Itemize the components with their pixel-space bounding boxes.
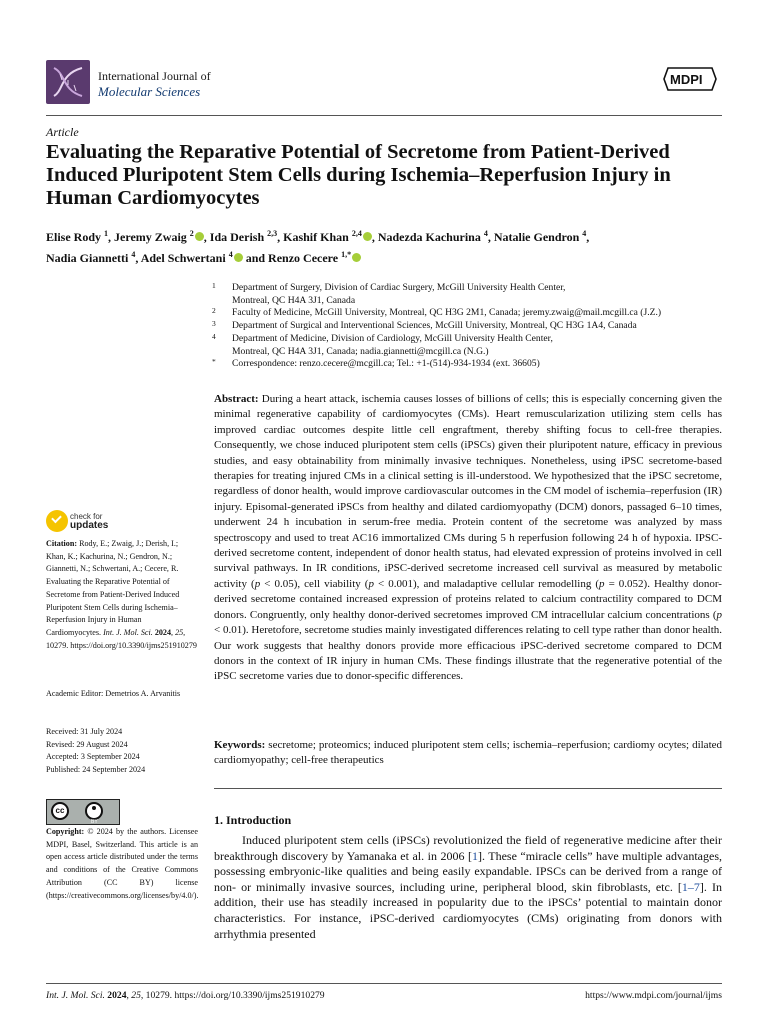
check-line1: check for [70, 512, 103, 521]
author-name: Kashif Khan [283, 230, 352, 244]
orcid-icon[interactable] [352, 253, 361, 262]
footer-citation: Int. J. Mol. Sci. 2024, 25, 10279. https://doi.org/10.3390/ijms251910279 [46, 990, 325, 1001]
author-affiliation-sup: 1,* [341, 250, 352, 259]
journal-logo [46, 60, 90, 104]
date-published: Published: 24 September 2024 [46, 765, 146, 775]
intro-sentence-2: ]. These “miracle cells” have multiple advantages, possessing embryonic-like qualities and being easily expandable. IPSCs can be derived from a range of non- or minimally invasive sources, including urine, peripheral blood, skin fibroblasts, etc. [ [214, 848, 722, 894]
author-name: Adel Schwertani [140, 251, 229, 265]
citation-year: 2024 [154, 627, 172, 637]
affiliation-number: 4 [212, 331, 216, 341]
check-icon [46, 510, 68, 532]
date-accepted: Accepted: 3 September 2024 [46, 752, 140, 762]
section-heading: 1. Introduction [214, 813, 292, 827]
affiliation-number: 2 [212, 306, 216, 316]
author-list [46, 225, 736, 267]
affiliation-number: 1 [212, 281, 216, 290]
abstract [214, 392, 722, 685]
cc-by-label: BY [91, 819, 98, 825]
cc-icon: cc [51, 802, 69, 820]
affiliation-text: Correspondence: renzo.cecere@mcgill.ca; Tel.: +1-(514)-934-1934 (ext. 36605) [232, 358, 540, 370]
author-affiliation-sup: 4 [131, 250, 136, 259]
footer-journal: Int. J. Mol. Sci. [46, 990, 105, 1001]
date-revised: Revised: 29 August 2024 [46, 739, 128, 749]
orcid-icon[interactable] [363, 232, 372, 241]
affiliation-item [212, 307, 732, 320]
author-affiliation-sup: 2 [189, 229, 194, 238]
affiliations [212, 282, 732, 371]
affiliation-item [212, 320, 732, 333]
affiliation-text: Department of Medicine, Division of Cardiology, McGill University Health Center, [232, 332, 553, 344]
author-name: Ida Derish [209, 230, 268, 244]
author-separator: , [108, 230, 115, 244]
copyright-label: Copyright: [46, 827, 85, 836]
author-name: Natalie Gendron [493, 230, 583, 244]
author-separator: , [135, 251, 141, 265]
article-type: Article [46, 125, 79, 139]
citation-text: Rody, E.; Zwaig, J.; Derish, I.; Khan, K.; Kachurina, N.; Gendron, N.; Giannetti, N.; Schwertani, A.; Cecere, R. Evaluating the Reparative Potential of Secretome from Patient-Derived Induced Pluripotent Stem Cells during Ischemia–Reperfusion Injury in Human Cardiomyocytes. [46, 539, 180, 637]
publication-dates [46, 726, 198, 777]
copyright-block [46, 826, 198, 902]
abstract-label: Abstract: [214, 393, 259, 405]
footer-doi[interactable]: , 10279. https://doi.org/10.3390/ijms251910279 [140, 990, 325, 1001]
intro-sentence-1: Induced pluripotent stem cells (iPSCs) revolutionized the field of regenerative medicine after their breakthrough discovery by Yamanaka et al. in 2006 [ [214, 833, 722, 863]
header-divider [46, 115, 722, 116]
journal-name [98, 69, 211, 99]
author-separator: , [586, 230, 590, 244]
citation-label: Citation: [46, 539, 78, 548]
author-separator: , [203, 230, 210, 244]
editor-name: Demetrios A. Arvanitis [105, 689, 181, 698]
author-name: Renzo Cecere [268, 251, 342, 265]
footer-year: 2024 [107, 990, 127, 1001]
affiliation-item [212, 358, 732, 371]
affiliation-number: 3 [212, 319, 216, 329]
reference-link[interactable]: 1 [471, 848, 478, 863]
affiliation-text-cont: Montreal, QC H4A 3J1, Canada [232, 294, 356, 306]
citation-block: Citation: Rody, E.; Zwaig, J.; Derish, I.; Khan, K.; Kachurina, N.; Gendron, N.; Giannetti, N.; Schwertani, A.; Cecere, R. Evaluating the Reparative Potential of Secretome from Patient-Derived Induced Pluripotent Stem Cells during Ischemia–Reperfusion Injury in Human Cardiomyocytes. Int. J. Mol. Sci. 2024, 25, 10279. https://doi.org/10.3390/ijms251910279 [46, 539, 197, 650]
author-affiliation-sup: 4 [228, 250, 233, 259]
journal-name-line1: International Journal of [98, 69, 211, 83]
academic-editor [46, 688, 198, 701]
citation-doi[interactable]: , 10279. https://doi.org/10.3390/ijms251910279 [46, 627, 197, 650]
editor-label: Academic Editor: [46, 689, 104, 698]
affiliation-number: * [212, 357, 216, 367]
affiliation-text-cont: Montreal, QC H4A 3J1, Canada; nadia.giannetti@mcgill.ca (N.G.) [232, 345, 489, 357]
check-line2: updates [70, 520, 109, 531]
author-affiliation-sup: 4 [582, 229, 587, 238]
attribution-person-icon [85, 802, 103, 820]
footer-volume: 25 [131, 990, 141, 1001]
affiliation-item [212, 282, 732, 307]
citation-journal: Int. J. Mol. Sci. [103, 627, 153, 637]
section-divider [214, 788, 722, 789]
cc-by-license-badge[interactable] [46, 799, 120, 825]
author-name: Nadezda Kachurina [377, 230, 484, 244]
abstract-text: During a heart attack, ischemia causes losses of billions of cells; this is especially concerning given the minimal regenerative capability of cardiomyocytes (CMs). Heart remuscularization utilizing stem cells has improved cardiac outcomes despite little cell engraftment, thereby shifting focus to cell-free therapies. Consequently, we chose induced pluripotent stem cells (iPSCs) given their pluripotent nature, efficacy in previous studies, and easy obtainability from minimally invasive techniques. Nonetheless, using iPSC secretome-based therapies for treating injured CMs in a clinical setting is ill-understood. We hypothesized that the iPSC secretome, regardless of donor health, would improve cardiovascular outcomes in the CM model of ischemia–reperfusion (IR) injury. Episomal-generated iPSCs from healthy and dilated cardiomyopathy (DCM) donors, passaged 6–10 times, underwent 24 h incubation in serum-free media. Protein content of the secretome was analyzed by mass spectroscopy and used to treat AC16 immortalized CMs during 5 h reperfusion following 24 h of hypoxia. IPSC-derived secretome content, independent of donor health status, had elevated expression of proteins involved in cell survival pathways. In IR conditions, iPSC-derived secretome increased cell survival as measured by metabolic activity (p < 0.05), cell viability (p < 0.001), and maladaptive cellular remodelling (p = 0.052). Healthy donor-derived secretome contained increased expression of proteins related to calcium contractility compared to DCM donors. Congruently, only healthy donor-derived secretomes improved CM intracellular calcium concentrations (p < 0.01). Heretofore, secretome studies mainly investigated differences relating to cell type rather than donor health. Our work suggests that healthy donors provide more efficacious iPSC-derived secretome compared to DCM donors in the context of IR injury in human CMs. These findings illustrate that the regenerative potential of the iPSC secretome varies due to donor-specific differences. [214, 393, 723, 683]
affiliation-text: Department of Surgical and Interventional Sciences, McGill University, Montreal, QC H3G 1A4, Canada [232, 320, 637, 332]
copyright-text: © 2024 by the authors. Licensee MDPI, Basel, Switzerland. This article is an open access article distributed under the terms and conditions of the Creative Commons Attribution (CC BY) license (https://creativecommons.org/licenses/by/4.0/). [46, 827, 199, 900]
check-for-updates-text [70, 512, 108, 530]
keywords [214, 738, 722, 769]
author-separator: , [487, 230, 494, 244]
keywords-label: Keywords: [214, 739, 266, 751]
author-affiliation-sup: 2,4 [351, 229, 362, 238]
orcid-icon[interactable] [234, 253, 243, 262]
affiliation-text: Faculty of Medicine, McGill University, Montreal, QC H3G 2M1, Canada; jeremy.zwaig@mail.mcgill.ca (J.Z.) [232, 307, 662, 319]
orcid-icon[interactable] [195, 232, 204, 241]
publisher-logo: MDPI [670, 72, 703, 87]
intro-text [214, 833, 722, 942]
author-separator: , [371, 230, 378, 244]
author-affiliation-sup: 4 [483, 229, 488, 238]
journal-name-line2: Molecular Sciences [98, 84, 201, 99]
keywords-text: secretome; proteomics; induced pluripotent stem cells; ischemia–reperfusion; cardiomy ocytes; dilated cardiomyopathy; cell-free therapeutics [214, 739, 723, 767]
footer-journal-url[interactable]: https://www.mdpi.com/journal/ijms [585, 990, 722, 1001]
author-affiliation-sup: 1 [104, 229, 109, 238]
footer-divider [46, 983, 722, 984]
author-name: Jeremy Zwaig [114, 230, 190, 244]
date-received: Received: 31 July 2024 [46, 727, 123, 736]
affiliation-item [212, 333, 732, 358]
author-separator: , [277, 230, 284, 244]
affiliation-text: Department of Surgery, Division of Cardiac Surgery, McGill University Health Center, [232, 282, 566, 293]
dna-icon [46, 60, 90, 104]
intro-sentence-3: ]. In addition, their use has steadily increased in popularity due to the iPSCs’ potential to maintain donor characteristics. For instance, iPSC-derived cardiomyocytes (CMs) originating from donors with arrhythmia presented [214, 879, 722, 941]
author-name: Elise Rody [46, 230, 105, 244]
author-name: Nadia Giannetti [46, 251, 132, 265]
reference-link[interactable]: 1–7 [681, 879, 700, 894]
author-affiliation-sup: 2,3 [267, 229, 278, 238]
paper-title: Evaluating the Reparative Potential of Secretome from Patient-Derived Induced Pluripotent Stem Cells during Ischemia–Reperfusion Injury in Human Cardiomyocytes [46, 141, 671, 209]
author-separator: and [242, 251, 269, 265]
citation-volume: 25 [175, 627, 184, 637]
